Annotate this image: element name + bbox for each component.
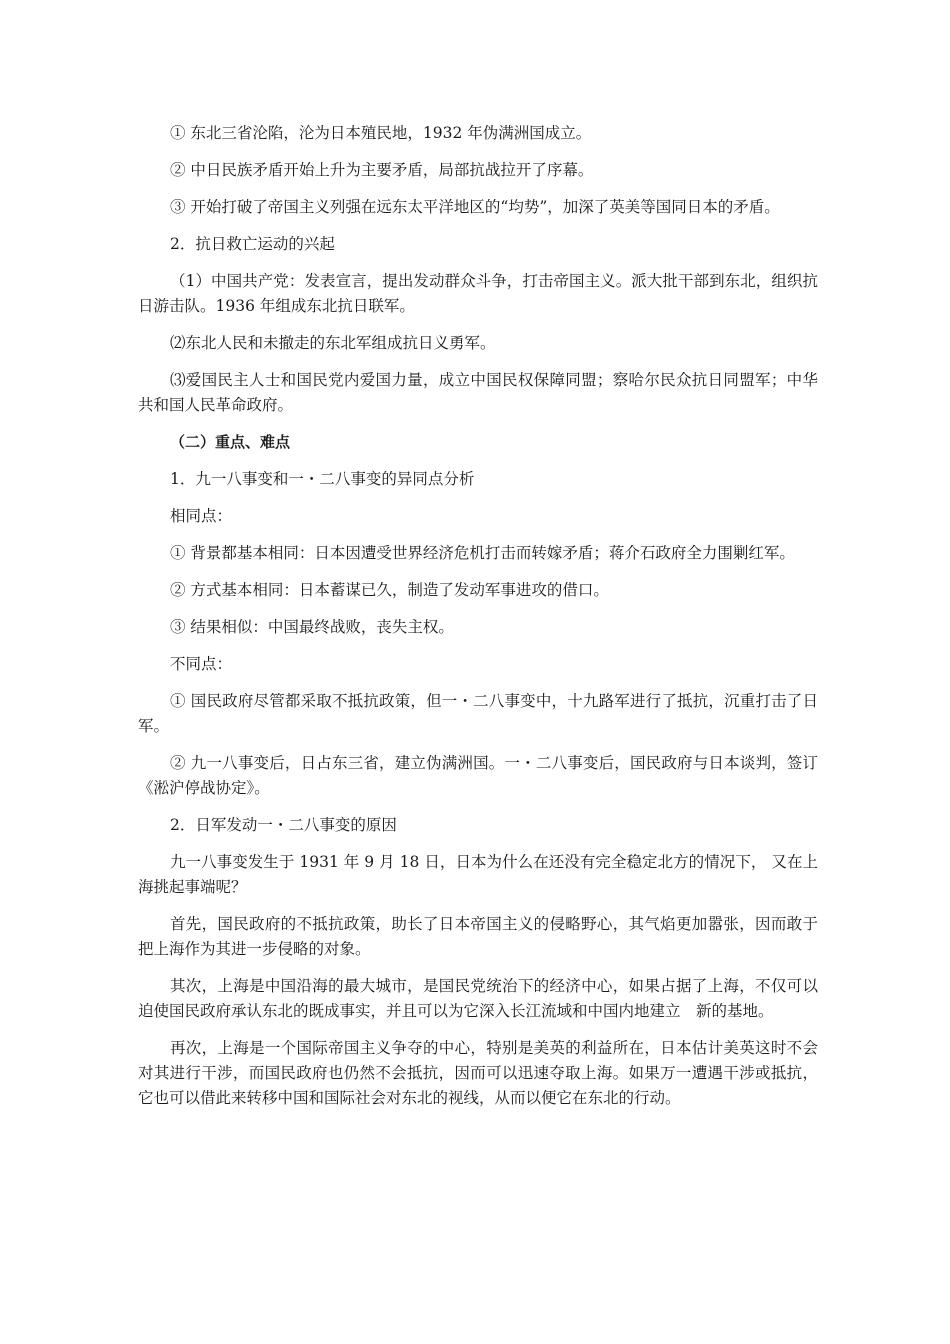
paragraph: 首先，国民政府的不抵抗政策，助长了日本帝国主义的侵略野心，其气焰更加嚣张，因而敢于把上海作为其进一步侵略的对象。 [138,915,818,958]
paragraph: 再次，上海是一个国际帝国主义争夺的中心，特别是美英的利益所在，日本估计美英这时不会对其进行干涉，而国民政府也仍然不会抵抗，因而可以迅速夺取上海。如果万一遭遇干涉或抵抗，它也可以借此来转移中国和国际社会对东北的视线，从而以便它在东北的行动。 [138,1039,818,1107]
paragraph: ③ 开始打破了帝国主义列强在远东太平洋地区的“均势”，加深了英美等国同日本的矛盾。 [170,198,780,216]
paragraph: 其次，上海是中国沿海的最大城市，是国民党统治下的经济中心，如果占据了上海，不仅可以迫使国民政府承认东北的既成事实，并且可以为它深入长江流域和中国内地建立 新的基地。 [138,977,818,1020]
paragraph: （1）中国共产党：发表宣言，提出发动群众斗争，打击帝国主义。派大批干部到东北，组织抗日游击队。1936 年组成东北抗日联军。 [138,272,818,315]
paragraph: ③ 结果相似：中国最终战败，丧失主权。 [170,618,454,636]
paragraph: ② 九一八事变后，日占东三省，建立伪满洲国。一・二八事变后，国民政府与日本谈判，签订《淞沪停战协定》。 [138,754,818,797]
paragraph: 相同点： [170,507,233,525]
paragraph: 九一八事变发生于 1931 年 9 月 18 日，日本为什么在还没有完全稳定北方的情况下， 又在上海挑起事端呢？ [138,853,818,896]
paragraph: ① 东北三省沦陷，沦为日本殖民地，1932 年伪满洲国成立。 [170,124,592,142]
section-heading: （二）重点、难点 [170,433,291,451]
paragraph: 1．九一八事变和一・二八事变的异同点分析 [170,470,475,488]
paragraph: ② 中日民族矛盾开始上升为主要矛盾，局部抗战拉开了序幕。 [170,161,594,179]
paragraph: ② 方式基本相同：日本蓄谋已久，制造了发动军事进攻的借口。 [170,581,609,599]
paragraph: ① 国民政府尽管都采取不抵抗政策，但一・二八事变中，十九路军进行了抵抗，沉重打击了日军。 [138,692,818,735]
paragraph: 2．日军发动一・二八事变的原因 [170,816,397,834]
paragraph: ① 背景都基本相同：日本因遭受世界经济危机打击而转嫁矛盾；蒋介石政府全力围剿红军。 [170,544,795,562]
paragraph: 不同点： [170,655,233,673]
document-body [138,121,818,1123]
paragraph: ⑵东北人民和未撤走的东北军组成抗日义勇军。 [170,334,496,352]
paragraph: ⑶爱国民主人士和国民党内爱国力量，成立中国民权保障同盟；察哈尔民众抗日同盟军；中华共和国人民革命政府。 [138,371,818,414]
paragraph: 2．抗日救亡运动的兴起 [170,235,335,253]
